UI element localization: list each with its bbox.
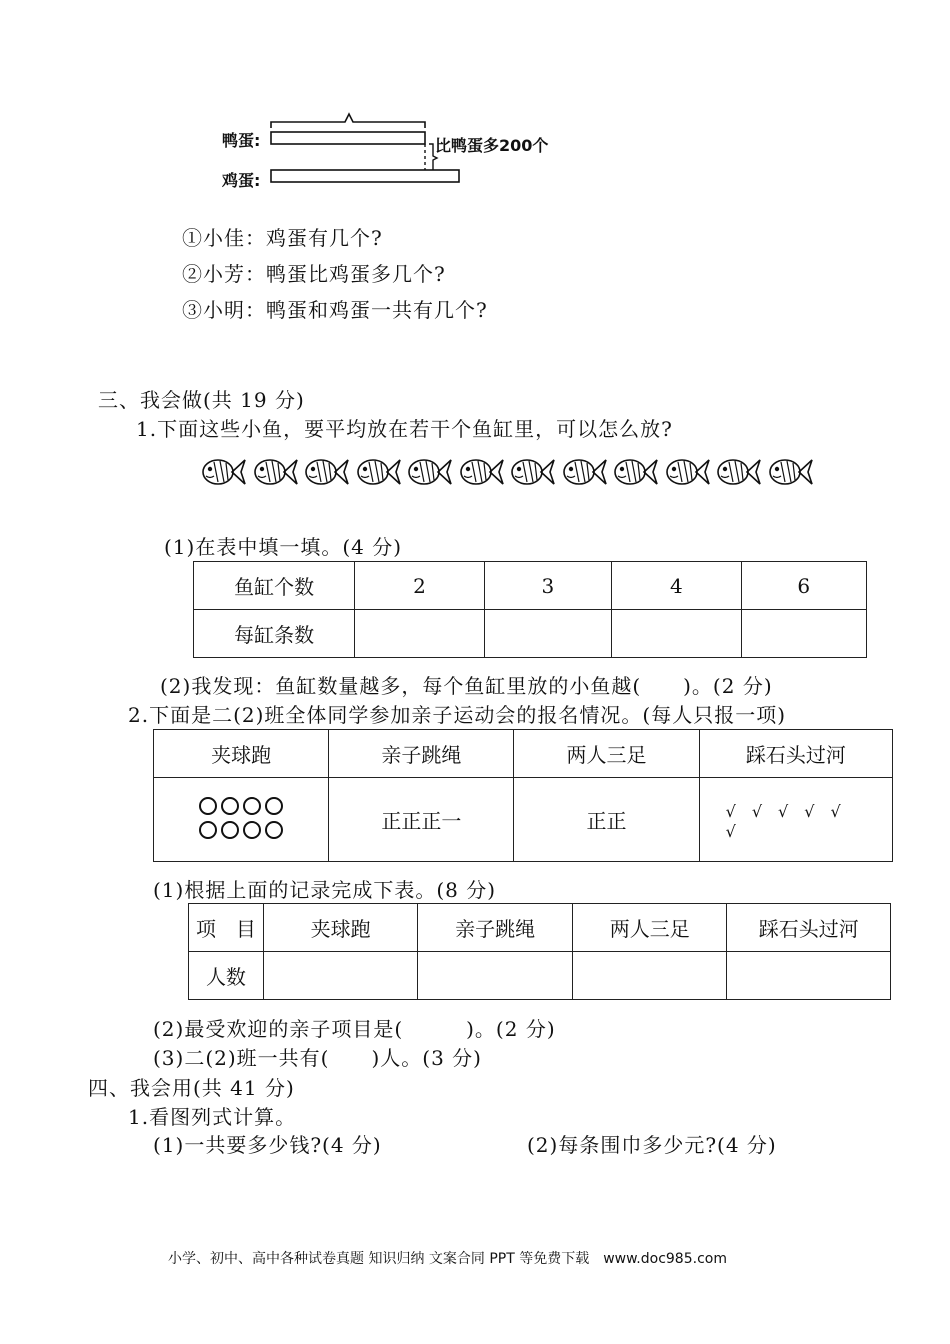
fish-icon [458, 452, 506, 492]
count-table-col: 亲子跳绳 [418, 904, 573, 952]
section3-q2-sub1: (1)根据上面的记录完成下表。(8 分) [153, 878, 497, 902]
section3-q2: 2.下面是二(2)班全体同学参加亲子运动会的报名情况。(每人只报一项) [128, 703, 787, 727]
section3-q2-sub2: (2)最受欢迎的亲子项目是( )。(2 分) [153, 1017, 556, 1041]
fish-icon [767, 452, 815, 492]
section4-q1: 1.看图列式计算。 [128, 1105, 297, 1129]
fish-table-blank [484, 610, 611, 658]
tally-circle [221, 821, 239, 839]
count-table [188, 903, 891, 1000]
signup-tally-1: 正正正一 [329, 778, 514, 862]
tally-circle [265, 797, 283, 815]
section3-q2-sub3: (3)二(2)班一共有( )人。(3 分) [153, 1046, 482, 1070]
signup-header: 踩石头过河 [699, 730, 892, 778]
tally-circle [243, 821, 261, 839]
tally-circle [199, 797, 217, 815]
fish-icon [561, 452, 609, 492]
count-table-col: 两人三足 [572, 904, 727, 952]
question-2: ②小芳：鸭蛋比鸡蛋多几个? [182, 262, 446, 286]
question-1: ①小佳：鸡蛋有几个? [182, 226, 383, 250]
circle-tally [197, 796, 285, 844]
section4-sub1: (1)一共要多少钱?(4 分) [153, 1133, 382, 1157]
tally-circle [221, 797, 239, 815]
fish-icon [200, 452, 248, 492]
count-table-col: 踩石头过河 [727, 904, 891, 952]
section3-title: 三、我会做(共 19 分) [98, 388, 305, 412]
section3-sub1: (1)在表中填一填。(4 分) [164, 535, 403, 559]
chicken-label: 鸡蛋: [222, 171, 261, 190]
fish-icon [252, 452, 300, 492]
fish-table-value: 4 [612, 562, 741, 610]
fish-icon [303, 452, 351, 492]
count-table-col: 夹球跑 [263, 904, 418, 952]
fish-icon [406, 452, 454, 492]
fish-icon [715, 452, 763, 492]
checks-line-1: √ √ √ √ √ [725, 801, 841, 821]
fish-icon [612, 452, 660, 492]
tally-circle [265, 821, 283, 839]
count-table-blank [418, 952, 573, 1000]
section3-q1: 1.下面这些小鱼，要平均放在若干个鱼缸里，可以怎么放? [136, 417, 673, 441]
fish-icon [355, 452, 403, 492]
fish-icon [664, 452, 712, 492]
section4-title: 四、我会用(共 41 分) [88, 1076, 295, 1100]
question-3: ③小明：鸭蛋和鸡蛋一共有几个? [182, 298, 488, 322]
fish-table-blank [355, 610, 484, 658]
count-table-blank [263, 952, 418, 1000]
section3-sub2: (2)我发现：鱼缸数量越多，每个鱼缸里放的小鱼越( )。(2 分) [160, 674, 773, 698]
signup-table [153, 729, 893, 862]
section4-sub2: (2)每条围巾多少元?(4 分) [527, 1133, 777, 1157]
fish-table-header-count: 鱼缸个数 [194, 562, 355, 610]
footer-text: 小学、初中、高中各种试卷真题 知识归纳 文案合同 PPT 等免费下载 www.doc985.com [168, 1251, 727, 1267]
brace-text: 比鸭蛋多200个 [435, 136, 549, 155]
fish-table-blank [612, 610, 741, 658]
count-table-header: 项 目 [189, 904, 264, 952]
fish-table-value: 2 [355, 562, 484, 610]
fish-table [193, 561, 867, 658]
signup-tally-2: 正正 [514, 778, 699, 862]
fish-table-value: 6 [741, 562, 866, 610]
signup-checks-cell [699, 778, 892, 862]
signup-header: 两人三足 [514, 730, 699, 778]
tally-circle [199, 821, 217, 839]
count-table-blank [727, 952, 891, 1000]
fish-table-blank [741, 610, 866, 658]
fish-icon [509, 452, 557, 492]
signup-header: 亲子跳绳 [329, 730, 514, 778]
tally-circle [243, 797, 261, 815]
count-table-row-header: 人数 [189, 952, 264, 1000]
signup-header: 夹球跑 [154, 730, 329, 778]
count-table-blank [572, 952, 727, 1000]
fish-table-header-per: 每缸条数 [194, 610, 355, 658]
duck-label: 鸭蛋: [222, 131, 261, 150]
fish-table-value: 3 [484, 562, 611, 610]
checks-line-2: √ [725, 821, 736, 841]
signup-circles-cell [154, 778, 329, 862]
